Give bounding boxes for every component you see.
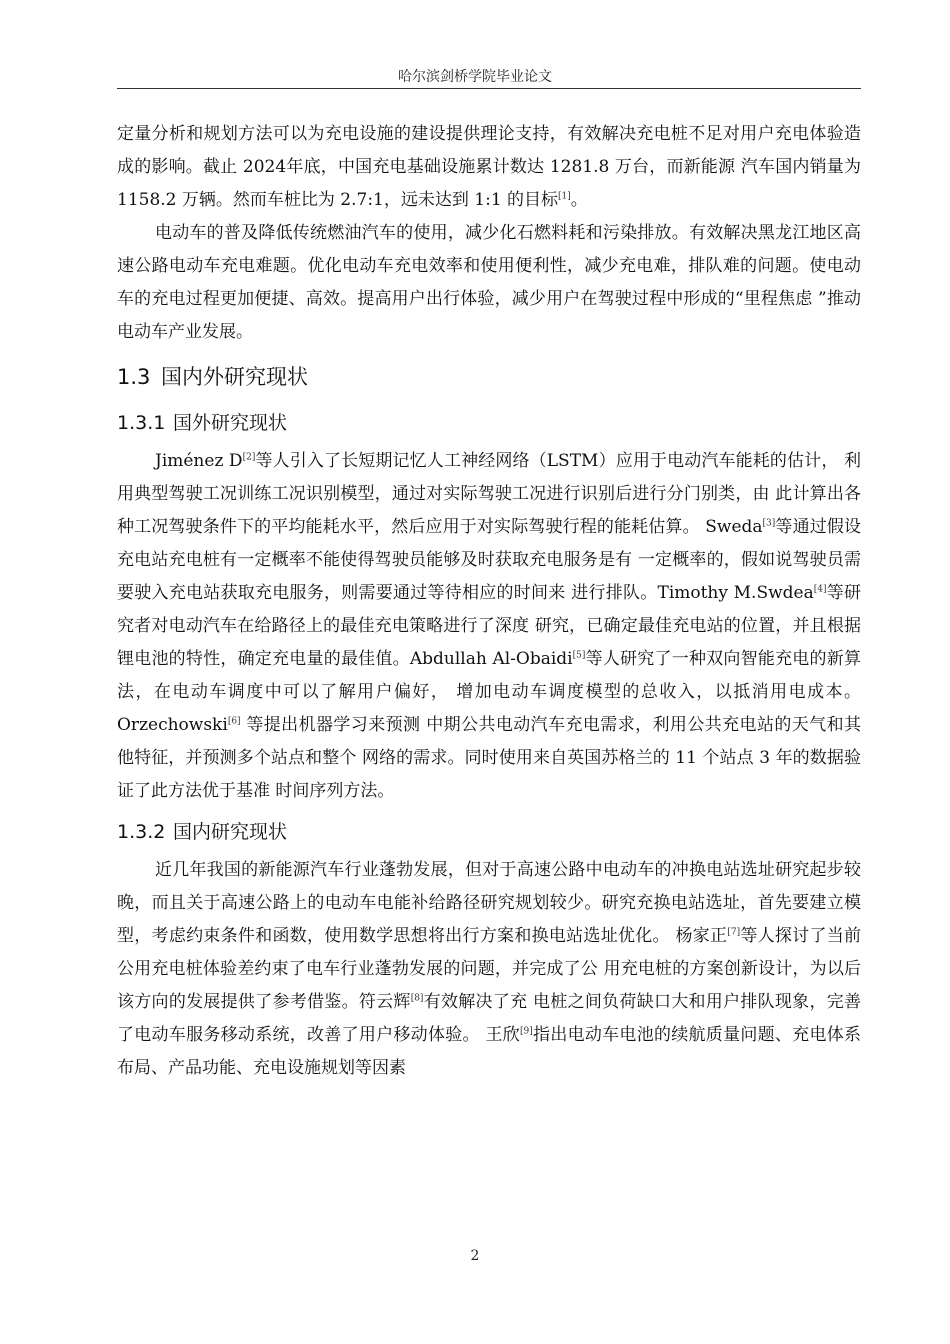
subsection-heading-1-3-1: [117, 401, 861, 445]
citation-ref: [8]: [410, 993, 424, 1004]
subsection-title: 国外研究现状: [173, 412, 288, 434]
paragraph-text: 等提出机器学习来预测 中期公共电动汽车充电需求，利用公共充电站的天气和其他特征，并预测多个站点和整个 网络的需求。同时使用来自英国苏格兰的 11 个站点 3 年的数据验证了此方法优于基准 时间序列方法。: [117, 715, 861, 801]
citation-ref: [5]: [572, 650, 586, 661]
body-content: [117, 118, 861, 1085]
subsection-title: 国内研究现状: [173, 821, 288, 843]
section-number: 1.3: [117, 365, 151, 389]
paragraph-text: Jiménez D: [155, 451, 243, 471]
paragraph-text: 近几年我国的新能源汽车行业蓬勃发展，但对于高速公路中电动车的冲换电站选址研究起步较晚，而且关于高速公路上的电动车电能补给路径研究规划较少。研究充换电站选址，首先要建立模型，考虑约束条件和函数，使用数学思想将出行方案和换电站选址优化。 杨家正: [117, 860, 861, 946]
paragraph-text: 等通过假设充电站充电桩有一定概率不能使得驾驶员能够及时获取充电服务是有 一定概率的，假如说驾驶员需要驶入充电站获取充电服务，则需要通过等待相应的时间来 进行排队。Timothy M.Swdea: [117, 517, 861, 603]
citation-ref: [9]: [520, 1026, 533, 1037]
citation-ref: [7]: [727, 927, 741, 938]
subsection-number: 1.3.2: [117, 821, 166, 843]
section-heading-1-3: [117, 355, 861, 399]
section-title: 国内外研究现状: [161, 365, 308, 389]
paragraph-text: 等人探讨了当前公用充电桩体验差约束了电车行业蓬勃发展的问题，并完成了公 用充电桩的方案创新设计，为以后该方向的发展提供了参考借鉴。符云辉: [117, 926, 862, 1012]
paragraph-text: 。: [570, 190, 588, 210]
page-number: 2: [470, 1248, 480, 1264]
running-header: 哈尔滨剑桥学院毕业论文: [398, 69, 552, 85]
paragraph-text: 有效解决了充 电桩之间负荷缺口大和用户排队现象，完善了电动车服务移动系统，改善了用户移动体验。 王欣: [117, 992, 862, 1045]
citation-ref: [3]: [762, 518, 776, 529]
header-divider: [117, 88, 861, 89]
citation-ref: [1]: [558, 191, 571, 202]
paragraph-text: 等人引入了长短期记忆人工神经网络（LSTM）应用于电动汽车能耗的估计， 利用典型驾驶工况训练工况识别模型，通过对实际驾驶工况进行识别后进行分门别类，由 此计算出各种工况驾驶条件下的平均能耗水平，然后应用于对实际驾驶行程的能耗估算。 Sweda: [117, 451, 861, 537]
citation-ref: [6]: [227, 716, 241, 727]
paragraph-text: 指出电动车电池的续航质量问题、充电体系布局、产品功能、充电设施规划等因素: [117, 1025, 861, 1078]
citation-ref: [4]: [813, 584, 827, 595]
paragraph-text: 定量分析和规划方法可以为充电设施的建设提供理论支持，有效解决充电桩不足对用户充电体验造成的影响。截止 2024年底，中国充电基础设施累计数达 1281.8 万台，而新能源 汽车国内销量为 1158.2 万辆。然而车桩比为 2.7:1，远未达到 1:1 的目标: [117, 124, 861, 210]
paragraph-intro-stats: [117, 118, 861, 217]
paragraph-foreign-research: [117, 445, 861, 808]
paragraph-text: 等人研究了一种双向智能充电的新算法，在电动车调度中可以了解用户偏好， 增加电动车调度模型的总收入，以抵消用电成本。Orzechowski: [117, 649, 861, 735]
paragraph-significance: 电动车的普及降低传统燃油汽车的使用，减少化石燃料耗和污染排放。有效解决黑龙江地区高速公路电动车充电难题。优化电动车充电效率和使用便利性，减少充电难，排队难的问题。使电动车的充电过程更加便捷、高效。提高用户出行体验，减少用户在驾驶过程中形成的“里程焦虑 ”推动电动车产业发展。: [117, 223, 861, 342]
subsection-number: 1.3.1: [117, 412, 166, 434]
paragraph-domestic-research: [117, 854, 861, 1085]
subsection-heading-1-3-2: [117, 810, 861, 854]
citation-ref: [2]: [242, 452, 256, 463]
paragraph-text: 等研究者对电动汽车在给路径上的最佳充电策略进行了深度 研究，已确定最佳充电站的位置，并且根据锂电池的特性，确定充电量的最佳值。Abdullah Al-Obaidi: [117, 583, 861, 669]
